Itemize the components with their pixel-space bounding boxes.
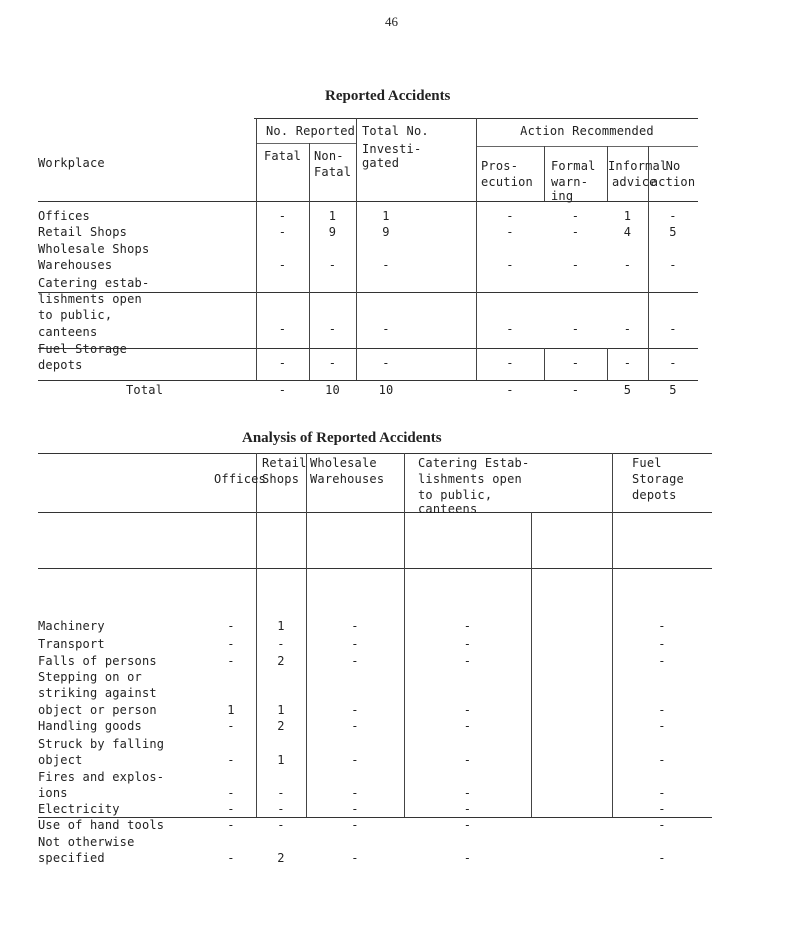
cell: - bbox=[351, 786, 359, 800]
header-fuel-3: depots bbox=[632, 488, 677, 502]
row-label: Offices bbox=[38, 209, 90, 223]
row-label: object bbox=[38, 753, 83, 767]
cell: - bbox=[278, 209, 287, 223]
total-cell: 10 bbox=[378, 383, 394, 397]
header-fatal: Fatal bbox=[263, 149, 302, 163]
cell: - bbox=[351, 654, 359, 668]
cell: - bbox=[506, 322, 514, 336]
table2-title: Analysis of Reported Accidents bbox=[242, 430, 442, 446]
header-catering-2: lishments open bbox=[418, 472, 522, 486]
cell: - bbox=[658, 654, 666, 668]
row-label: striking against bbox=[38, 686, 157, 700]
cell: - bbox=[506, 356, 514, 370]
cell: - bbox=[571, 209, 580, 223]
cell: 1 bbox=[328, 209, 337, 223]
cell: - bbox=[382, 322, 390, 336]
cell: - bbox=[227, 619, 235, 633]
cell: 2 bbox=[277, 654, 285, 668]
cell: - bbox=[227, 818, 235, 832]
cell: - bbox=[277, 637, 285, 651]
cell: - bbox=[658, 753, 666, 767]
cell: 2 bbox=[277, 719, 285, 733]
cell: - bbox=[463, 753, 472, 767]
cell: - bbox=[463, 703, 472, 717]
cell: - bbox=[463, 851, 472, 865]
cell: 9 bbox=[382, 225, 390, 239]
cell: - bbox=[623, 322, 632, 336]
cell: - bbox=[227, 802, 235, 816]
cell: 5 bbox=[669, 225, 677, 239]
row-label: Use of hand tools bbox=[38, 818, 165, 832]
header-no-action-2: action bbox=[650, 175, 696, 189]
total-cell: - bbox=[278, 383, 287, 397]
cell: - bbox=[278, 258, 287, 272]
header-catering-4: canteens bbox=[418, 502, 478, 516]
total-cell: 10 bbox=[325, 383, 340, 397]
cell: - bbox=[506, 258, 514, 272]
cell: 2 bbox=[277, 851, 285, 865]
row-label: Fires and explos- bbox=[38, 770, 165, 784]
cell: - bbox=[463, 637, 472, 651]
cell: - bbox=[227, 786, 235, 800]
cell: - bbox=[277, 802, 285, 816]
row-label: to public, bbox=[38, 308, 113, 322]
cell: - bbox=[351, 619, 359, 633]
header-no-action-1: No bbox=[665, 159, 681, 173]
row-label: Handling goods bbox=[38, 719, 142, 733]
total-label: Total bbox=[126, 383, 164, 397]
total-cell: - bbox=[506, 383, 514, 397]
cell: - bbox=[463, 818, 472, 832]
header-investigated-1: Investi- bbox=[362, 142, 422, 156]
header-catering-1: Catering Estab- bbox=[418, 456, 530, 470]
cell: - bbox=[571, 258, 580, 272]
cell: - bbox=[351, 753, 359, 767]
cell: - bbox=[227, 654, 235, 668]
cell: 9 bbox=[328, 225, 337, 239]
cell: - bbox=[382, 356, 390, 370]
cell: - bbox=[351, 637, 359, 651]
cell: - bbox=[227, 753, 235, 767]
row-label: Machinery bbox=[38, 619, 105, 633]
row-label: Transport bbox=[38, 637, 105, 651]
total-cell: 5 bbox=[623, 383, 632, 397]
cell: - bbox=[351, 703, 359, 717]
row-label: specified bbox=[38, 851, 105, 865]
cell: - bbox=[658, 851, 666, 865]
header-wholesale-2: Warehouses bbox=[310, 472, 385, 486]
cell: - bbox=[227, 851, 235, 865]
header-non-fatal-2: Fatal bbox=[314, 165, 352, 179]
cell: 1 bbox=[277, 703, 285, 717]
cell: - bbox=[623, 258, 632, 272]
row-label: Catering estab- bbox=[38, 276, 150, 290]
cell: - bbox=[351, 719, 359, 733]
cell: - bbox=[328, 322, 337, 336]
cell: 1 bbox=[277, 619, 285, 633]
cell: - bbox=[463, 654, 472, 668]
header-action-recommended: Action Recommended bbox=[520, 124, 654, 138]
cell: - bbox=[351, 818, 359, 832]
cell: - bbox=[506, 209, 514, 223]
header-formal-warning-2: warn- bbox=[551, 175, 589, 189]
cell: - bbox=[658, 637, 666, 651]
cell: - bbox=[351, 851, 359, 865]
header-prosecution-2: ecution bbox=[481, 175, 533, 189]
row-label: depots bbox=[38, 358, 83, 372]
row-label: lishments open bbox=[38, 292, 142, 306]
cell: - bbox=[277, 786, 285, 800]
row-label: Stepping on or bbox=[38, 670, 142, 684]
cell: - bbox=[669, 356, 677, 370]
header-informal-advice-1: Informal bbox=[608, 159, 668, 173]
cell: - bbox=[328, 258, 337, 272]
row-label: Not otherwise bbox=[38, 835, 135, 849]
header-prosecution-1: Pros- bbox=[481, 159, 519, 173]
cell: - bbox=[506, 225, 514, 239]
cell: - bbox=[658, 786, 666, 800]
total-cell: - bbox=[571, 383, 580, 397]
cell: - bbox=[328, 356, 337, 370]
page-number: 46 bbox=[385, 14, 398, 29]
cell: - bbox=[463, 786, 472, 800]
cell: - bbox=[658, 619, 666, 633]
header-no-reported: No. Reported bbox=[266, 124, 356, 138]
header-wholesale-1: Wholesale bbox=[310, 456, 377, 470]
cell: - bbox=[658, 818, 666, 832]
header-investigated-2: gated bbox=[362, 156, 400, 170]
cell: 4 bbox=[623, 225, 632, 239]
header-retail-1: Retail bbox=[262, 456, 307, 470]
cell: - bbox=[623, 356, 632, 370]
row-label: Retail Shops bbox=[38, 225, 128, 239]
row-label: canteens bbox=[38, 325, 98, 339]
header-catering-3: to public, bbox=[418, 488, 493, 502]
cell: - bbox=[382, 258, 390, 272]
cell: - bbox=[351, 802, 359, 816]
header-formal-warning-1: Formal bbox=[551, 159, 596, 173]
row-label: Falls of persons bbox=[38, 654, 157, 668]
cell: 1 bbox=[623, 209, 632, 223]
cell: 1 bbox=[227, 703, 235, 717]
row-label: object or person bbox=[38, 703, 157, 717]
header-non-fatal-1: Non- bbox=[314, 149, 344, 163]
row-label: Wholesale Shops bbox=[38, 242, 150, 256]
row-label: Warehouses bbox=[38, 258, 113, 272]
cell: - bbox=[669, 322, 677, 336]
cell: - bbox=[463, 802, 472, 816]
cell: - bbox=[669, 209, 677, 223]
header-informal-advice-2: advice bbox=[612, 175, 657, 189]
header-fuel-1: Fuel bbox=[632, 456, 662, 470]
cell: - bbox=[278, 322, 287, 336]
cell: 1 bbox=[277, 753, 285, 767]
cell: - bbox=[571, 322, 580, 336]
row-label: ions bbox=[38, 786, 68, 800]
cell: - bbox=[658, 802, 666, 816]
row-label: Struck by falling bbox=[38, 737, 165, 751]
cell: - bbox=[658, 719, 666, 733]
cell: - bbox=[669, 258, 677, 272]
row-label: Fuel Storage bbox=[38, 342, 128, 356]
cell: - bbox=[571, 356, 580, 370]
cell: - bbox=[463, 719, 472, 733]
cell: - bbox=[227, 719, 235, 733]
header-formal-warning-3: ing bbox=[551, 189, 574, 203]
cell: - bbox=[658, 703, 666, 717]
header-workplace: Workplace bbox=[38, 156, 105, 170]
cell: - bbox=[277, 818, 285, 832]
cell: - bbox=[227, 637, 235, 651]
cell: - bbox=[571, 225, 580, 239]
cell: - bbox=[278, 356, 287, 370]
header-total-no: Total No. bbox=[362, 124, 429, 138]
row-label: Electricity bbox=[38, 802, 120, 816]
cell: - bbox=[278, 225, 287, 239]
cell: 1 bbox=[382, 209, 390, 223]
cell: - bbox=[463, 619, 472, 633]
total-cell: 5 bbox=[669, 383, 677, 397]
table1-title: Reported Accidents bbox=[325, 88, 451, 104]
header-fuel-2: Storage bbox=[632, 472, 684, 486]
header-offices: Offices bbox=[214, 472, 266, 486]
header-retail-2: Shops bbox=[262, 472, 300, 486]
